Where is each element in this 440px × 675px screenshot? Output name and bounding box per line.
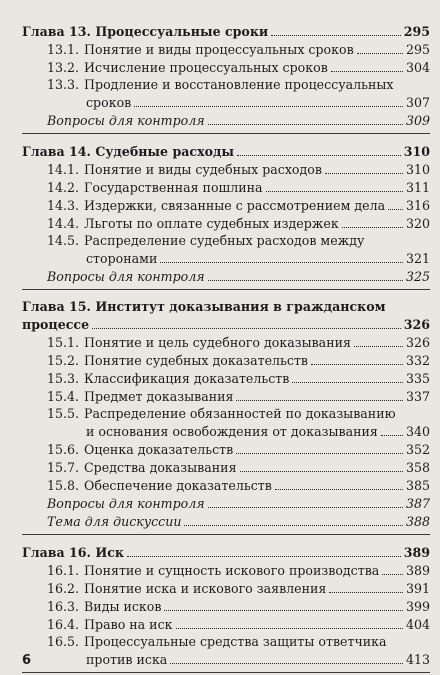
section-label [47,41,354,58]
section-title: Понятие иска и искового заявления [84,581,327,596]
section-number: 15.7. [47,460,80,475]
chapter-page: 310 [403,144,430,159]
section-page: 389 [405,563,430,578]
section-label [47,370,289,387]
section-title: Издержки, связанные с рассмотрением дела [84,198,386,213]
section-number: 16.3. [47,599,80,614]
chapter-entry [22,22,430,40]
section-label [47,76,394,93]
section-line [22,76,430,93]
section-label [47,580,326,597]
leader-dots [127,556,401,557]
leader-dots [311,364,403,365]
chapter-title: Глава 14. Судебные расходы [22,144,235,159]
section-number: 16.1. [47,563,80,578]
section-entry [22,561,430,579]
section-number: 13.1. [47,42,80,57]
section-title: Понятие судебных доказательств [84,353,309,368]
section-entry [22,387,430,405]
section-entry [22,93,430,111]
section-entry [22,597,430,615]
section-label [47,477,272,494]
section-label [47,459,237,476]
section-entry [22,615,430,633]
leader-dots [240,471,403,472]
leader-dots [184,525,403,526]
section-page: 310 [405,162,430,177]
section-page: 332 [405,353,430,368]
section-entry [22,178,430,196]
section-entry [22,196,430,214]
section-number: 15.8. [47,478,80,493]
section-number: 13.3. [47,77,80,92]
section-page: 304 [405,60,430,75]
section-title: Распределение обязанностей по доказыванию [84,406,396,421]
section-title: Государственная пошлина [84,180,263,195]
section-page: 352 [405,442,430,457]
section-title: Классификация доказательств [84,371,290,386]
leader-dots [342,227,403,228]
leader-dots [292,382,403,383]
section-entry [22,650,430,668]
section-title-cont: сторонами [86,251,158,266]
discussion-page: 388 [405,514,430,529]
questions-entry [22,267,430,285]
section-label [47,161,322,178]
section-title: Виды исков [84,599,162,614]
leader-dots [325,173,403,174]
questions-page: 325 [405,269,430,284]
chapter-entry [22,142,430,160]
section-line [22,232,430,249]
section-page: 337 [405,389,430,404]
section-title: Понятие и виды процессуальных сроков [84,42,354,57]
chapter-divider [22,289,430,290]
section-label [47,232,364,249]
section-title: Продление и восстановление процессуальных [84,77,394,92]
section-title: Распределение судебных расходов между [84,233,365,248]
chapter-divider [22,133,430,134]
questions-title: Вопросы для контроля [47,113,205,128]
section-title: Предмет доказывания [84,389,234,404]
section-page: 295 [405,42,430,57]
section-number: 15.1. [47,335,80,350]
leader-dots [388,209,403,210]
chapter-title-line [22,298,430,315]
section-title: Льготы по оплате судебных издержек [84,216,339,231]
section-label [47,179,263,196]
questions-entry [22,111,430,129]
questions-title: Вопросы для контроля [47,496,205,511]
chapter-title: Глава 16. Иск [22,545,124,560]
section-number: 16.2. [47,581,80,596]
chapter-title: Глава 13. Процессуальные сроки [22,24,269,39]
leader-dots [237,155,401,156]
section-page: 321 [405,251,430,266]
section-page: 340 [405,424,430,439]
section-line [22,633,430,650]
section-label [47,633,387,650]
leader-dots [176,628,403,629]
section-entry [22,369,430,387]
leader-dots [236,453,403,454]
section-label [47,334,351,351]
leader-dots [381,435,403,436]
section-title: Исчисление процессуальных сроков [84,60,328,75]
section-entry [22,249,430,267]
section-number: 15.5. [47,406,80,421]
section-title: Понятие и цель судебного доказывания [84,335,351,350]
section-label [47,598,161,615]
section-number: 15.6. [47,442,80,457]
section-label [47,59,328,76]
leader-dots [354,346,403,347]
leader-dots [329,592,403,593]
section-page: 311 [405,180,430,195]
section-number: 14.5. [47,233,80,248]
section-entry [22,422,430,440]
table-of-contents [22,22,430,673]
section-line [22,405,430,422]
section-number: 13.2. [47,60,80,75]
section-label [47,215,339,232]
section-title: Право на иск [84,617,173,632]
section-title: Оценка доказательств [84,442,234,457]
section-title: Понятие и виды судебных расходов [84,162,322,177]
section-entry [22,40,430,58]
chapter-page: 326 [403,317,430,332]
section-page: 385 [405,478,430,493]
section-entry [22,160,430,178]
chapter-entry [22,315,430,333]
leader-dots [170,663,403,664]
section-entry [22,458,430,476]
section-number: 16.4. [47,617,80,632]
questions-entry [22,494,430,512]
section-label [47,388,233,405]
section-entry [22,214,430,232]
section-title: Обеспечение доказательств [84,478,272,493]
leader-dots [266,191,403,192]
leader-dots [208,280,403,281]
section-number: 14.4. [47,216,80,231]
leader-dots [160,262,403,263]
section-entry [22,476,430,494]
chapter-title: Глава 15. Институт доказывания в гражданском [22,299,386,314]
section-entry [22,351,430,369]
section-title-cont: и основания освобождения от доказывания [86,424,378,439]
section-page: 326 [405,335,430,350]
leader-dots [382,574,403,575]
leader-dots [134,106,403,107]
section-title: Процессуальные средства защиты ответчика [84,634,387,649]
leader-dots [357,53,403,54]
leader-dots [271,35,400,36]
section-title-cont: сроков [86,95,132,110]
questions-title: Вопросы для контроля [47,269,205,284]
section-page: 335 [405,371,430,386]
discussion-entry [22,512,430,530]
chapter-title-cont: процессе [22,317,90,332]
section-page: 404 [405,617,430,632]
section-number: 15.2. [47,353,80,368]
leader-dots [331,71,403,72]
leader-dots [208,124,403,125]
section-number: 15.4. [47,389,80,404]
chapter-divider [22,534,430,535]
section-entry [22,58,430,76]
section-label [47,352,308,369]
section-label [47,616,173,633]
section-label [47,441,233,458]
section-label [47,197,385,214]
section-number: 14.2. [47,180,80,195]
leader-dots [92,328,401,329]
chapter-divider [22,672,430,673]
section-page: 307 [405,95,430,110]
section-page: 316 [405,198,430,213]
chapter-page: 295 [403,24,430,39]
questions-page: 387 [405,496,430,511]
section-page: 399 [405,599,430,614]
section-number: 15.3. [47,371,80,386]
section-entry [22,579,430,597]
section-number: 14.3. [47,198,80,213]
section-page: 358 [405,460,430,475]
section-page: 391 [405,581,430,596]
section-label [47,405,396,422]
leader-dots [236,400,402,401]
section-number: 14.1. [47,162,80,177]
section-title: Средства доказывания [84,460,237,475]
questions-page: 309 [405,113,430,128]
section-title-cont: против иска [86,652,168,667]
chapter-page: 389 [403,545,430,560]
section-title: Понятие и сущность искового производства [84,563,380,578]
section-entry [22,440,430,458]
leader-dots [208,507,403,508]
discussion-title: Тема для дискуссии [47,514,182,529]
section-page: 413 [405,652,430,667]
section-page: 320 [405,216,430,231]
leader-dots [164,610,402,611]
section-entry [22,333,430,351]
leader-dots [275,489,403,490]
chapter-entry [22,543,430,561]
page-number: 6 [22,653,32,668]
section-number: 16.5. [47,634,80,649]
section-label [47,562,379,579]
